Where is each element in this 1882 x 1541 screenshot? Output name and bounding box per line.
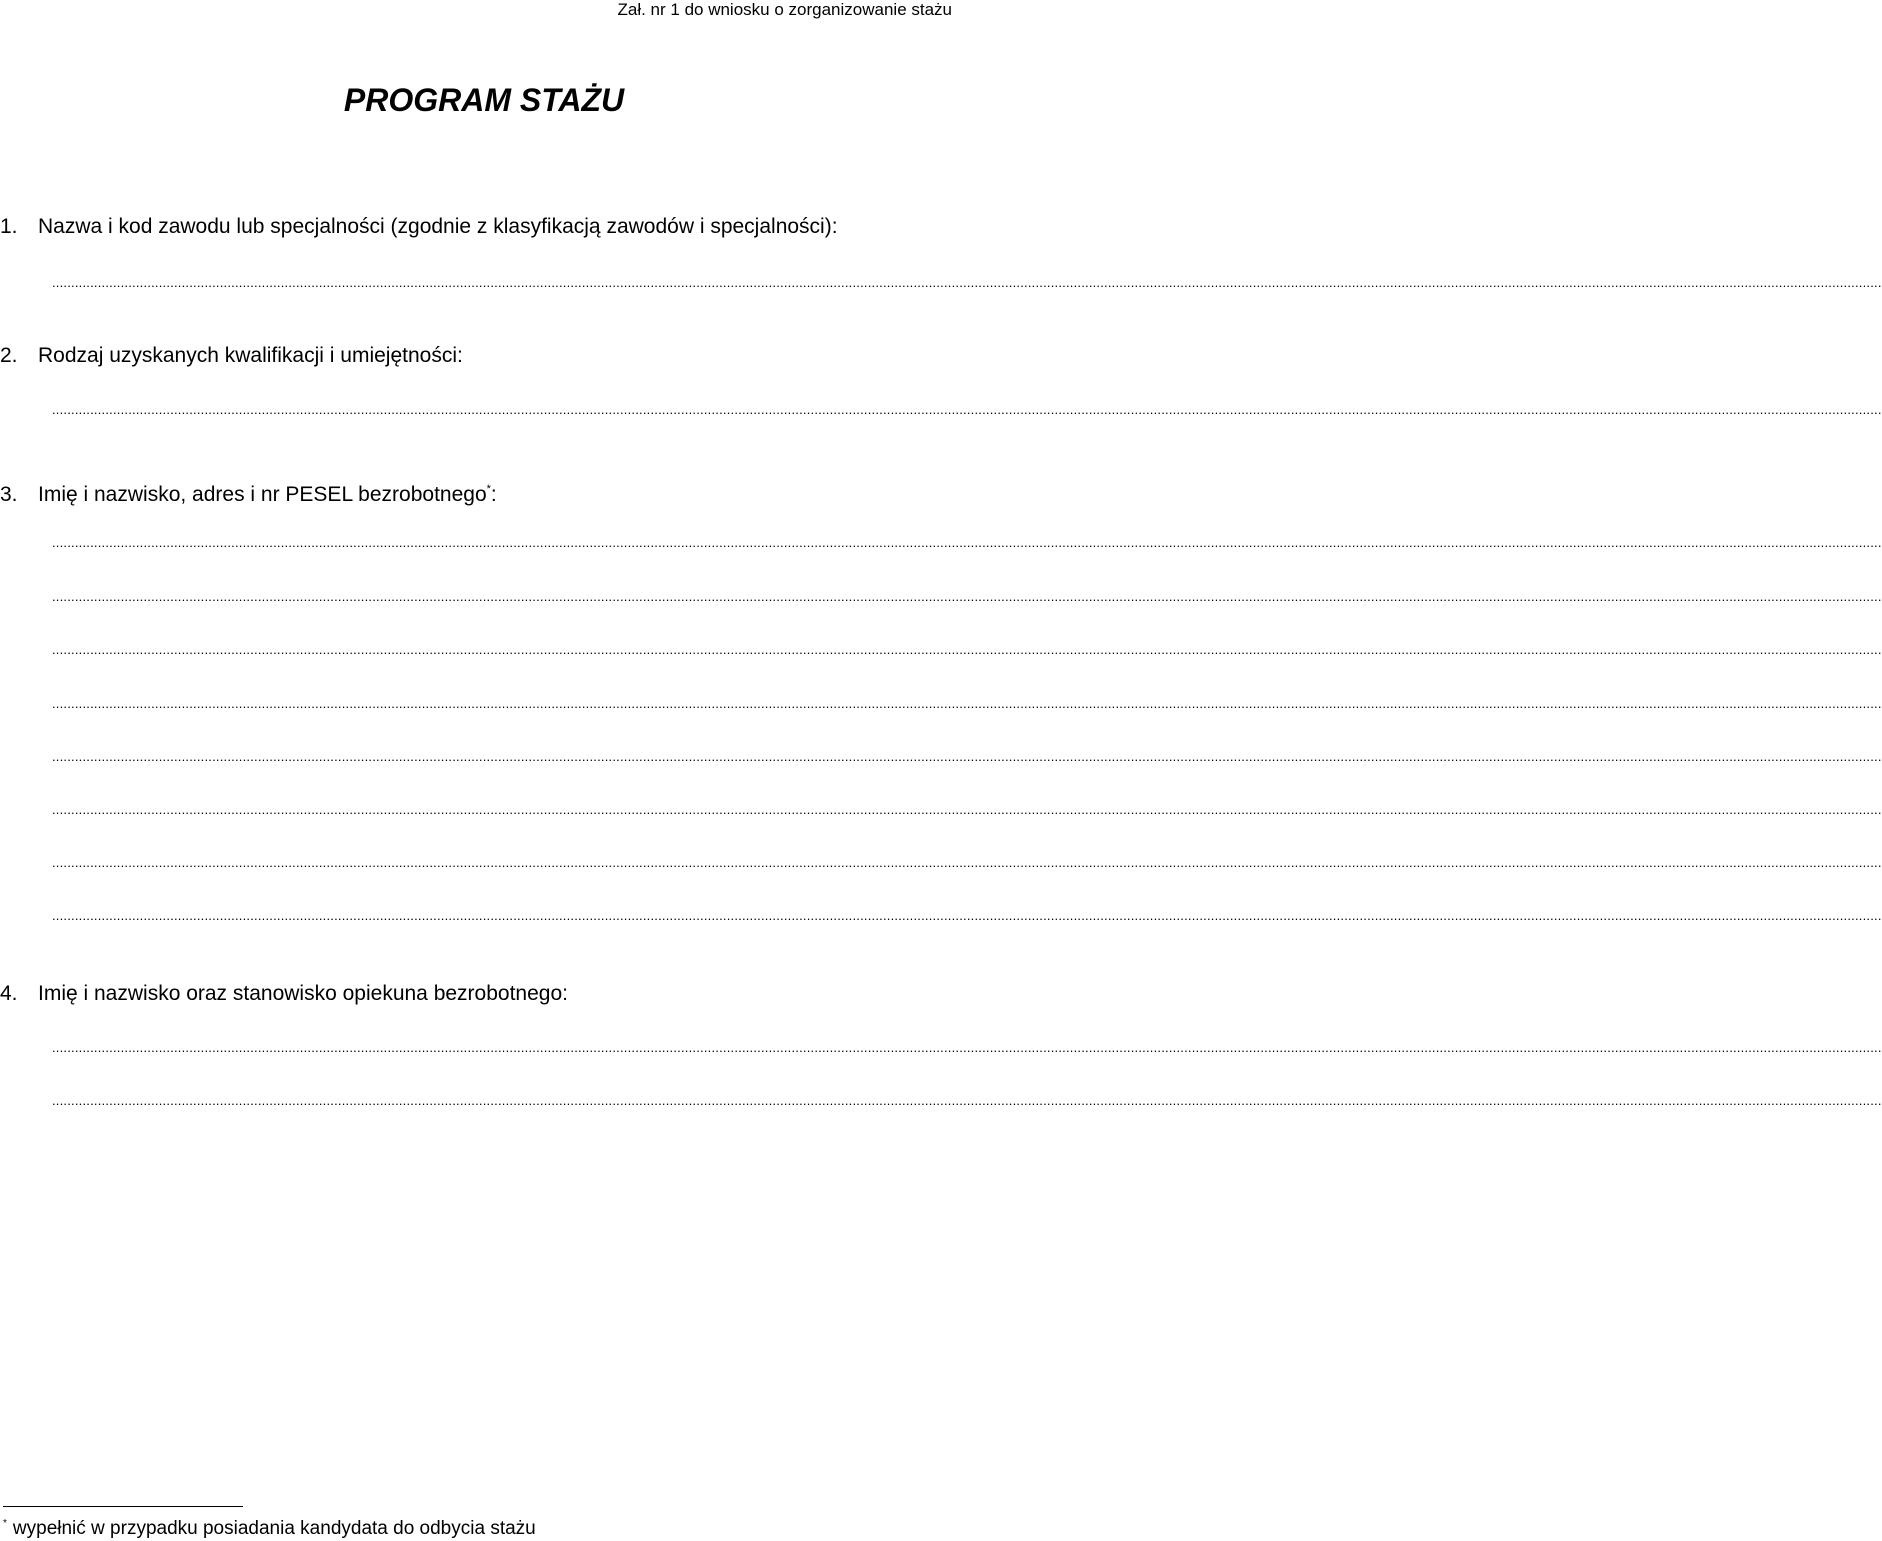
question-number: 3. <box>0 483 18 506</box>
page-title: PROGRAM STAŻU <box>343 82 625 118</box>
answer-line-3a[interactable]: ................................................................................................................................................................................................................................................................................................................................................................................................................................................................................................ <box>52 535 1882 550</box>
footnote-marker: * <box>486 483 491 495</box>
question-number: 2. <box>0 344 18 367</box>
question-3 <box>0 476 497 508</box>
answer-line-3g[interactable]: ................................................................................................................................................................................................................................................................................................................................................................................................................................................................................................ <box>52 855 1882 870</box>
question-text: Imię i nazwisko, adres i nr PESEL bezrobotnego <box>38 483 487 506</box>
answer-line-4a[interactable]: ................................................................................................................................................................................................................................................................................................................................................................................................................................................................................................ <box>52 1040 1882 1055</box>
question-1 <box>0 214 838 240</box>
question-number: 4. <box>0 982 18 1005</box>
answer-line-4b[interactable]: ................................................................................................................................................................................................................................................................................................................................................................................................................................................................................................ <box>52 1093 1882 1108</box>
question-suffix: : <box>490 483 497 506</box>
answer-line-3d[interactable]: ................................................................................................................................................................................................................................................................................................................................................................................................................................................................................................ <box>52 696 1882 711</box>
answer-line-3h[interactable]: ................................................................................................................................................................................................................................................................................................................................................................................................................................................................................................ <box>52 908 1882 923</box>
footnote-separator <box>3 1506 243 1507</box>
answer-line-3b[interactable]: ................................................................................................................................................................................................................................................................................................................................................................................................................................................................................................ <box>52 589 1882 604</box>
question-2 <box>0 343 463 369</box>
answer-line-3f[interactable]: ................................................................................................................................................................................................................................................................................................................................................................................................................................................................................................ <box>52 802 1882 817</box>
footnote-marker: * <box>3 1518 7 1529</box>
footnote <box>3 1512 536 1541</box>
answer-line-3c[interactable]: ................................................................................................................................................................................................................................................................................................................................................................................................................................................................................................ <box>52 642 1882 657</box>
question-4 <box>0 981 568 1007</box>
question-number: 1. <box>0 215 18 238</box>
question-text: Nazwa i kod zawodu lub specjalności (zgodnie z klasyfikacją zawodów i specjalności): <box>38 215 838 238</box>
question-text: Rodzaj uzyskanych kwalifikacji i umiejętności: <box>38 344 463 367</box>
question-text: Imię i nazwisko oraz stanowisko opiekuna bezrobotnego: <box>38 982 568 1005</box>
answer-line-2[interactable]: ................................................................................................................................................................................................................................................................................................................................................................................................................................................................................................ <box>52 402 1882 417</box>
attachment-note: Zał. nr 1 do wniosku o zorganizowanie stażu <box>617 0 952 19</box>
answer-line-1[interactable]: ................................................................................................................................................................................................................................................................................................................................................................................................................................................................................................ <box>52 275 1882 290</box>
answer-line-3e[interactable]: ................................................................................................................................................................................................................................................................................................................................................................................................................................................................................................ <box>52 749 1882 764</box>
footnote-text: wypełnić w przypadku posiadania kandydata do odbycia stażu <box>12 1518 536 1539</box>
